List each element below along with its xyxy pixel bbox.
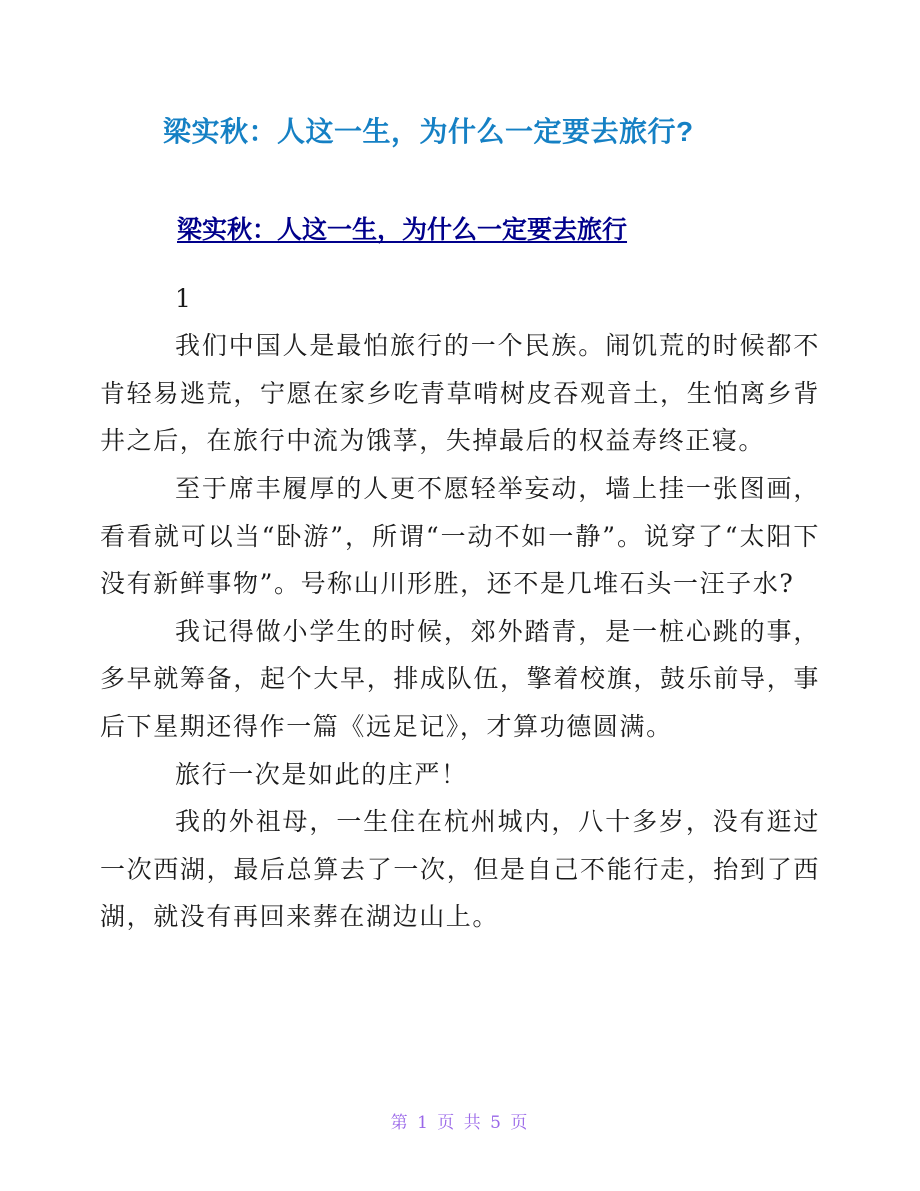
page-title: 梁实秋：人这一生，为什么一定要去旅行? xyxy=(163,116,694,147)
body-paragraph: 旅行一次是如此的庄严！ xyxy=(175,759,468,789)
page-footer: 第 1 页 共 5 页 xyxy=(390,1113,530,1133)
article-heading xyxy=(177,215,920,245)
body-paragraph: 至于席丰履厚的人更不愿轻举妄动，墙上挂一张图画，看看就可以当“卧游”，所谓“一动不如一静”。说穿了“太阳下没有新鲜事物”。号称山川形胜，还不是几堆石头一汪子水? xyxy=(100,473,820,599)
body-paragraph: 我们中国人是最怕旅行的一个民族。闹饥荒的时候都不肯轻易逃荒，宁愿在家乡吃青草啃树皮吞观音土，生怕离乡背井之后，在旅行中流为饿莩，失掉最后的权益寿终正寝。 xyxy=(100,331,820,456)
body-paragraph: 我记得做小学生的时候，郊外踏青，是一桩心跳的事，多早就筹备，起个大早，排成队伍，擎着校旗，鼓乐前导，事后下星期还得作一篇《远足记》，才算功德圆满。 xyxy=(100,616,820,741)
article-heading-text: 梁实秋：人这一生，为什么一定要去旅行 xyxy=(177,215,628,244)
body-paragraph: 我的外祖母，一生住在杭州城内，八十多岁，没有逛过一次西湖，最后总算去了一次，但是自己不能行走，抬到了西湖，就没有再回来葬在湖边山上。 xyxy=(100,807,820,932)
article-body xyxy=(100,275,820,941)
section-number: 1 xyxy=(175,283,193,313)
